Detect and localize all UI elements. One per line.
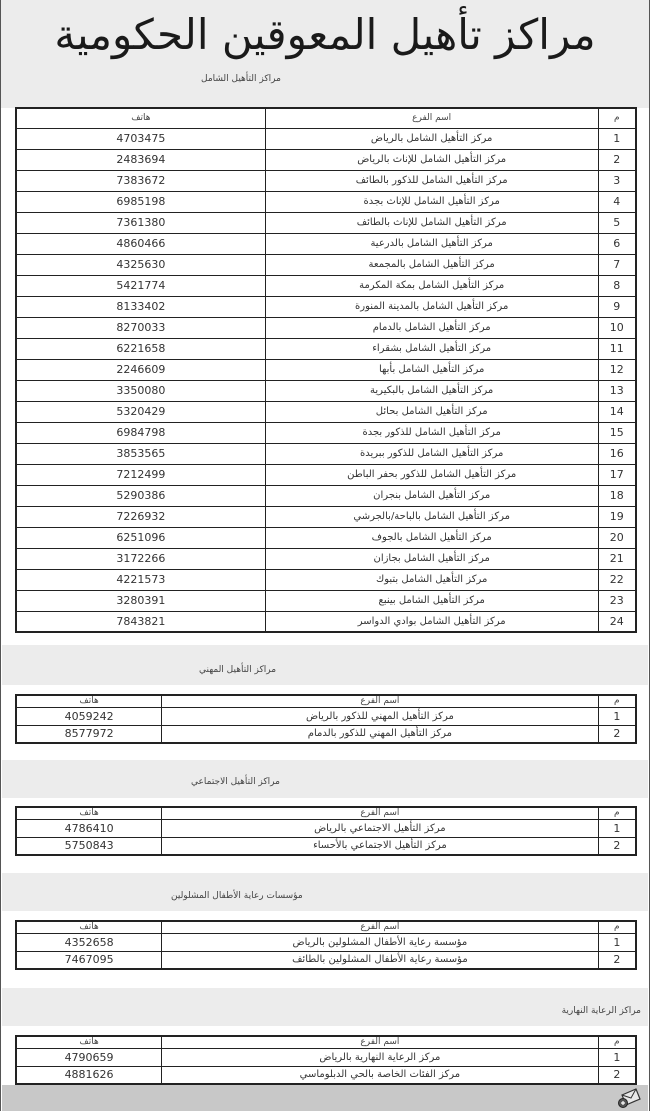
table-paralyzed-children xyxy=(15,920,637,970)
branch-name: مركز التأهيل الشامل بالباحة/بالجرشي xyxy=(265,506,598,527)
row-index: 1 xyxy=(598,933,636,951)
branch-name: مركز التأهيل الاجتماعي بالرياض xyxy=(162,819,598,837)
column-header-name: اسم الفرع xyxy=(162,1036,598,1048)
table-row xyxy=(16,527,636,548)
phone-number: 4352658 xyxy=(16,933,162,951)
table-row xyxy=(16,725,636,743)
table-row xyxy=(16,275,636,296)
section-label-vocational: مراكز التأهيل المهني xyxy=(199,665,277,675)
branch-name: مركز التأهيل الشامل للإناث بالطائف xyxy=(265,212,598,233)
row-index: 18 xyxy=(598,485,636,506)
table-row xyxy=(16,837,636,855)
phone-number: 7467095 xyxy=(16,951,162,969)
row-index: 1 xyxy=(598,1048,636,1066)
section-label-day-care: مراكز الرعاية النهارية xyxy=(561,1006,641,1016)
phone-number: 7226932 xyxy=(16,506,265,527)
row-index: 2 xyxy=(598,837,636,855)
table-header-row xyxy=(16,807,636,819)
phone-number: 7843821 xyxy=(16,611,265,632)
branch-name: مركز التأهيل الاجتماعي بالأحساء xyxy=(162,837,598,855)
table-row xyxy=(16,212,636,233)
table-row xyxy=(16,422,636,443)
branch-name: مركز التأهيل الشامل للإناث بجدة xyxy=(265,191,598,212)
column-header-index: م xyxy=(598,108,636,128)
row-index: 20 xyxy=(598,527,636,548)
column-header-index: م xyxy=(598,695,636,707)
row-index: 5 xyxy=(598,212,636,233)
branch-name: مركز التأهيل الشامل بالمجمعة xyxy=(265,254,598,275)
row-index: 15 xyxy=(598,422,636,443)
branch-name: مركز التأهيل المهني للذكور بالرياض xyxy=(162,707,598,725)
table-row xyxy=(16,569,636,590)
branch-name: مركز الرعاية النهارية بالرياض xyxy=(162,1048,598,1066)
page-title: مراكز تأهيل المعوقين الحكومية xyxy=(54,10,596,59)
table-row xyxy=(16,233,636,254)
section-band xyxy=(2,760,648,798)
table-row xyxy=(16,254,636,275)
table-header-row xyxy=(16,695,636,707)
branch-name: مركز التأهيل الشامل للذكور ببريدة xyxy=(265,443,598,464)
branch-name: مركز التأهيل الشامل بالبكيرية xyxy=(265,380,598,401)
column-header-index: م xyxy=(598,807,636,819)
branch-name: مركز التأهيل الشامل بأبها xyxy=(265,359,598,380)
column-header-phone: هاتف xyxy=(16,108,265,128)
branch-name: مؤسسة رعاية الأطفال المشلولين بالطائف xyxy=(162,951,598,969)
row-index: 17 xyxy=(598,464,636,485)
row-index: 13 xyxy=(598,380,636,401)
phone-number: 4221573 xyxy=(16,569,265,590)
branch-name: مركز التأهيل الشامل بالدرعية xyxy=(265,233,598,254)
table-row xyxy=(16,707,636,725)
section-label-paralyzed-children: مؤسسات رعاية الأطفال المشلولين xyxy=(171,891,303,901)
column-header-name: اسم الفرع xyxy=(162,695,598,707)
table-day-care xyxy=(15,1035,637,1085)
section-band xyxy=(2,873,648,911)
phone-number: 4881626 xyxy=(16,1066,162,1084)
branch-name: مركز التأهيل الشامل بالمدينة المنورة xyxy=(265,296,598,317)
mail-forward-icon[interactable] xyxy=(616,1087,642,1109)
phone-number: 8577972 xyxy=(16,725,162,743)
column-header-phone: هاتف xyxy=(16,921,162,933)
table-row xyxy=(16,191,636,212)
title-band xyxy=(1,0,649,108)
table-row xyxy=(16,951,636,969)
phone-number: 2483694 xyxy=(16,149,265,170)
branch-name: مركز التأهيل المهني للذكور بالدمام xyxy=(162,725,598,743)
table-social-rehab xyxy=(15,806,637,856)
row-index: 7 xyxy=(598,254,636,275)
row-index: 23 xyxy=(598,590,636,611)
branch-name: مركز التأهيل الشامل بوادي الدواسر xyxy=(265,611,598,632)
phone-number: 6251096 xyxy=(16,527,265,548)
row-index: 2 xyxy=(598,725,636,743)
phone-number: 4860466 xyxy=(16,233,265,254)
phone-number: 5320429 xyxy=(16,401,265,422)
branch-name: مركز التأهيل الشامل بينبع xyxy=(265,590,598,611)
branch-name: مركز التأهيل الشامل بشقراء xyxy=(265,338,598,359)
section-label-social: مراكز التأهيل الاجتماعي xyxy=(191,777,280,787)
row-index: 8 xyxy=(598,275,636,296)
phone-number: 3853565 xyxy=(16,443,265,464)
section-band xyxy=(2,988,648,1026)
table-row xyxy=(16,819,636,837)
phone-number: 7383672 xyxy=(16,170,265,191)
phone-number: 4786410 xyxy=(16,819,162,837)
branch-name: مركز التأهيل الشامل بالجوف xyxy=(265,527,598,548)
table-row xyxy=(16,464,636,485)
table-row xyxy=(16,1048,636,1066)
branch-name: مركز التأهيل الشامل بحائل xyxy=(265,401,598,422)
column-header-phone: هاتف xyxy=(16,1036,162,1048)
phone-number: 3350080 xyxy=(16,380,265,401)
branch-name: مركز التأهيل الشامل بمكة المكرمة xyxy=(265,275,598,296)
phone-number: 5421774 xyxy=(16,275,265,296)
row-index: 6 xyxy=(598,233,636,254)
table-comprehensive-rehab xyxy=(15,107,637,633)
branch-name: مؤسسة رعاية الأطفال المشلولين بالرياض xyxy=(162,933,598,951)
bottom-toolbar xyxy=(2,1085,648,1111)
table-row xyxy=(16,443,636,464)
phone-number: 5750843 xyxy=(16,837,162,855)
table-row xyxy=(16,128,636,149)
phone-number: 8133402 xyxy=(16,296,265,317)
phone-number: 8270033 xyxy=(16,317,265,338)
phone-number: 3280391 xyxy=(16,590,265,611)
table-vocational-rehab xyxy=(15,694,637,744)
row-index: 9 xyxy=(598,296,636,317)
table-header-row xyxy=(16,108,636,128)
column-header-index: م xyxy=(598,921,636,933)
row-index: 4 xyxy=(598,191,636,212)
branch-name: مركز التأهيل الشامل بنجران xyxy=(265,485,598,506)
phone-number: 7361380 xyxy=(16,212,265,233)
phone-number: 4703475 xyxy=(16,128,265,149)
row-index: 1 xyxy=(598,707,636,725)
branch-name: مركز التأهيل الشامل بجازان xyxy=(265,548,598,569)
phone-number: 4790659 xyxy=(16,1048,162,1066)
table-row xyxy=(16,380,636,401)
branch-name: مركز التأهيل الشامل للذكور بجدة xyxy=(265,422,598,443)
branch-name: مركز التأهيل الشامل بالدمام xyxy=(265,317,598,338)
row-index: 2 xyxy=(598,1066,636,1084)
phone-number: 6985198 xyxy=(16,191,265,212)
branch-name: مركز التأهيل الشامل للذكور بحفر الباطن xyxy=(265,464,598,485)
table-row xyxy=(16,611,636,632)
table-row xyxy=(16,548,636,569)
table-row xyxy=(16,1066,636,1084)
row-index: 12 xyxy=(598,359,636,380)
column-header-phone: هاتف xyxy=(16,695,162,707)
branch-name: مركز التأهيل الشامل بتبوك xyxy=(265,569,598,590)
table-row xyxy=(16,506,636,527)
phone-number: 4325630 xyxy=(16,254,265,275)
table-row xyxy=(16,933,636,951)
row-index: 11 xyxy=(598,338,636,359)
phone-number: 5290386 xyxy=(16,485,265,506)
column-header-name: اسم الفرع xyxy=(265,108,598,128)
row-index: 10 xyxy=(598,317,636,338)
row-index: 16 xyxy=(598,443,636,464)
row-index: 21 xyxy=(598,548,636,569)
table-row xyxy=(16,359,636,380)
column-header-name: اسم الفرع xyxy=(162,921,598,933)
table-row xyxy=(16,485,636,506)
branch-name: مركز التأهيل الشامل بالرياض xyxy=(265,128,598,149)
table-row xyxy=(16,170,636,191)
phone-number: 4059242 xyxy=(16,707,162,725)
branch-name: مركز التأهيل الشامل للإناث بالرياض xyxy=(265,149,598,170)
table-row xyxy=(16,296,636,317)
table-row xyxy=(16,149,636,170)
row-index: 2 xyxy=(598,149,636,170)
branch-name: مركز الفئات الخاصة بالحي الدبلوماسي xyxy=(162,1066,598,1084)
phone-number: 6984798 xyxy=(16,422,265,443)
table-row xyxy=(16,338,636,359)
phone-number: 7212499 xyxy=(16,464,265,485)
table-row xyxy=(16,317,636,338)
row-index: 2 xyxy=(598,951,636,969)
table-header-row xyxy=(16,921,636,933)
table-header-row xyxy=(16,1036,636,1048)
row-index: 1 xyxy=(598,128,636,149)
table-row xyxy=(16,401,636,422)
phone-number: 6221658 xyxy=(16,338,265,359)
row-index: 24 xyxy=(598,611,636,632)
phone-number: 2246609 xyxy=(16,359,265,380)
row-index: 22 xyxy=(598,569,636,590)
row-index: 3 xyxy=(598,170,636,191)
column-header-phone: هاتف xyxy=(16,807,162,819)
row-index: 14 xyxy=(598,401,636,422)
section-label-comprehensive: مراكز التأهيل الشامل xyxy=(201,74,281,84)
phone-number: 3172266 xyxy=(16,548,265,569)
column-header-name: اسم الفرع xyxy=(162,807,598,819)
branch-name: مركز التأهيل الشامل للذكور بالطائف xyxy=(265,170,598,191)
row-index: 1 xyxy=(598,819,636,837)
column-header-index: م xyxy=(598,1036,636,1048)
table-row xyxy=(16,590,636,611)
section-band xyxy=(2,645,648,685)
row-index: 19 xyxy=(598,506,636,527)
